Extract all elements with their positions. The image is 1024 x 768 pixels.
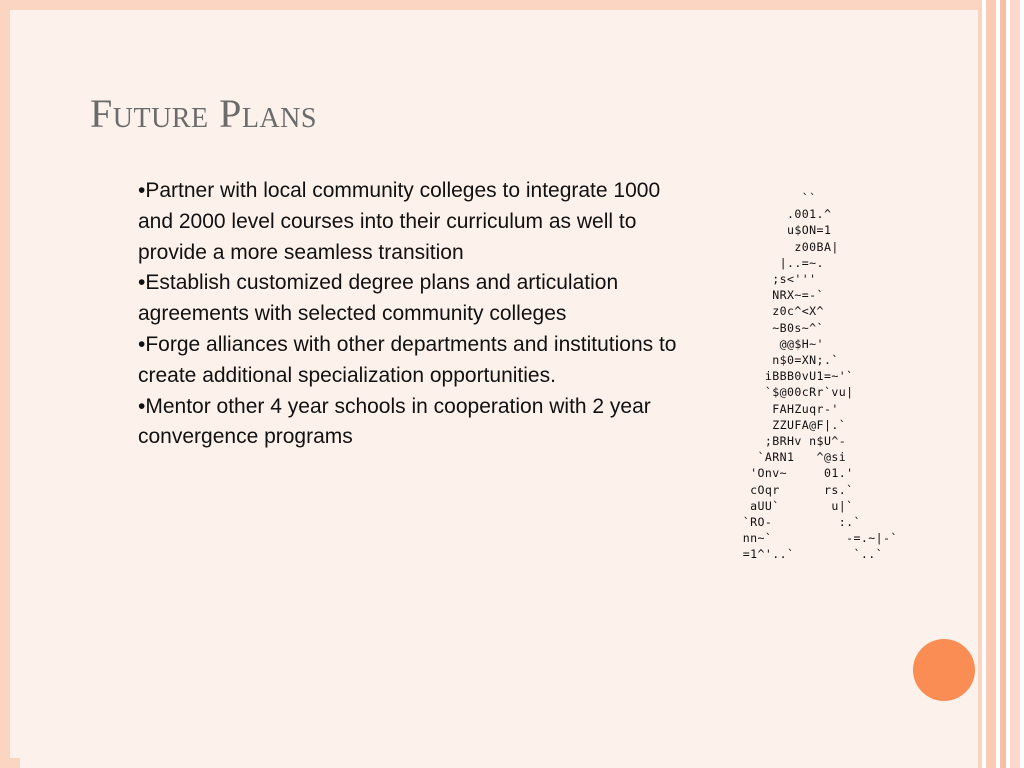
decorative-circle	[913, 639, 975, 701]
ascii-art-figure: `` .001.^ u$ON=1 z00BA| |..=~. ;s<''' NRX~=-` z0c^<X^ ~B0s~^` @@$H~' n$0=XN;.` iBBB0vU1=~'` `$@00cRr`vu| FAHZuqr-' ZZUFA@F|.` ;BRHv n$U^- `ARN1 ^@si 'Onv~ 01.' cOqr rs.` aUU` u|` `RO- :.` nn~` -=.~|-` =1^'..` `..`	[742, 191, 898, 562]
stripe	[1010, 0, 1020, 768]
bullet-item: •Forge alliances with other departments and institutions to create additional specialization opportunities.	[138, 332, 677, 387]
stripe	[986, 0, 996, 768]
bullet-item: •Mentor other 4 year schools in cooperation with 2 year convergence programs	[138, 394, 651, 449]
stripe	[978, 0, 982, 768]
slide-title: Future Plans	[90, 91, 317, 136]
decorative-stripes	[978, 0, 1024, 768]
stripe	[1000, 0, 1006, 768]
bullet-list	[138, 176, 698, 453]
bullet-item: •Partner with local community colleges to integrate 1000 and 2000 level courses into their curriculum as well to provide a more seamless transition	[138, 179, 661, 264]
bullet-item: •Establish customized degree plans and articulation agreements with selected community colleges	[138, 271, 619, 326]
